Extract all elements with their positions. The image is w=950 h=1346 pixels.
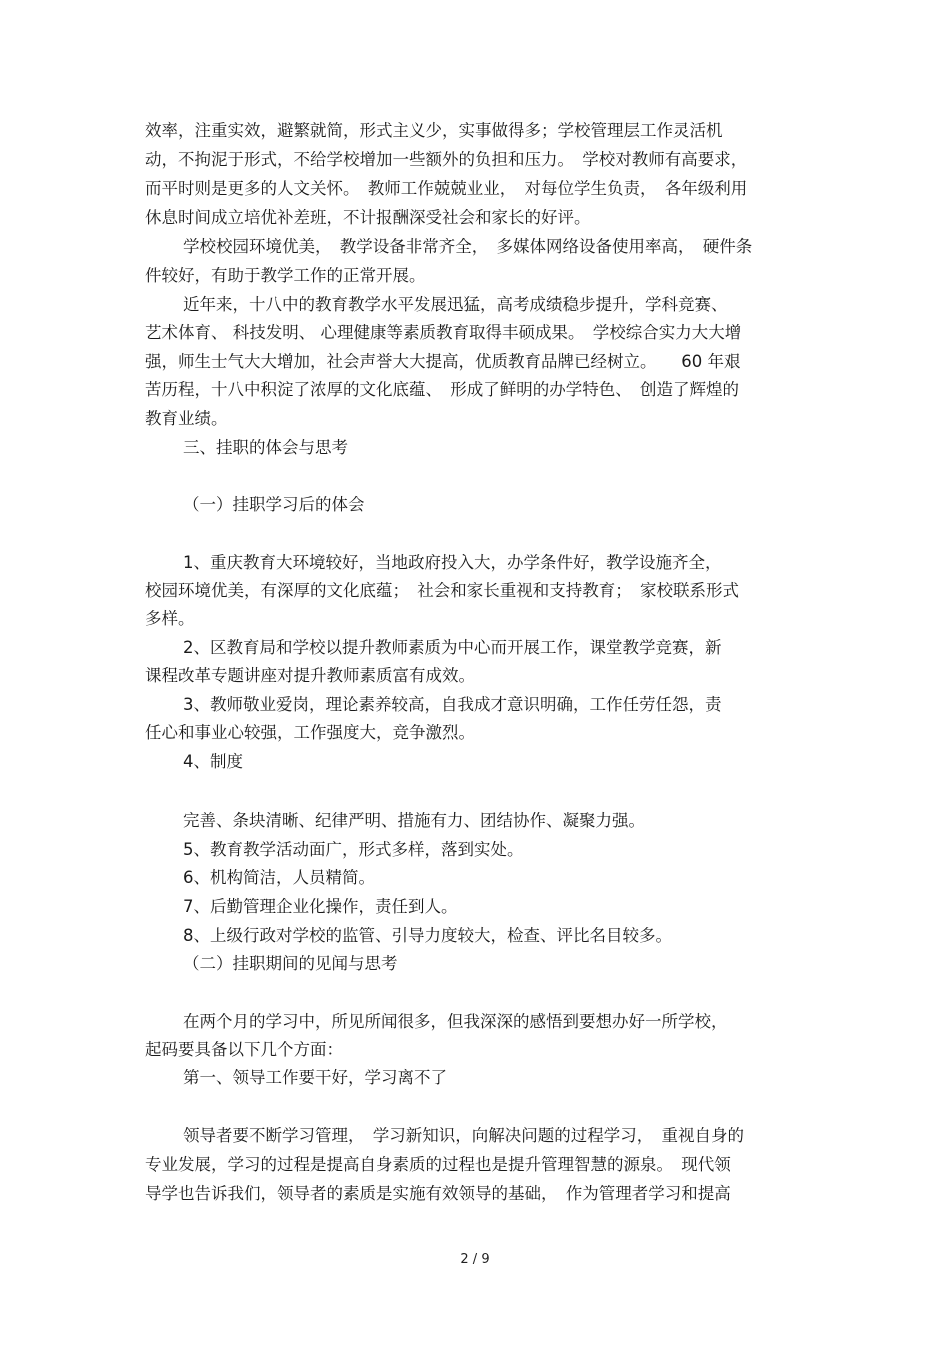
list-item-4: 4、制度 [183, 752, 243, 771]
text-line: 校园环境优美，有深厚的文化底蕴； 社会和家长重视和支持教育； 家校联系形式 [145, 581, 739, 600]
text-line: 专业发展，学习的过程是提高自身素质的过程也是提升管理智慧的源泉。 现代领 [145, 1155, 731, 1174]
text-line: 起码要具备以下几个方面： [145, 1040, 343, 1059]
point-heading: 第一、领导工作要干好，学习离不了 [183, 1068, 447, 1087]
text-line: 多样。 [145, 609, 195, 628]
text-line: 休息时间成立培优补差班，不计报酬深受社会和家长的好评。 [145, 208, 591, 227]
text-line: 而平时则是更多的人文关怀。 教师工作兢兢业业， 对每位学生负责， 各年级利用 [145, 179, 748, 198]
text-line: 强，师生士气大大增加，社会声誉大大提高，优质教育品牌已经树立。 60 年艰 [145, 352, 741, 371]
text-line: 效率，注重实效，避繁就简，形式主义少，实事做得多；学校管理层工作灵活机 [145, 121, 723, 140]
text-line: 课程改革专题讲座对提升教师素质富有成效。 [145, 666, 475, 685]
section-heading: 三、挂职的体会与思考 [183, 438, 348, 457]
text-line: 教育业绩。 [145, 409, 228, 428]
text-line: 任心和事业心较强，工作强度大，竞争激烈。 [145, 723, 475, 742]
list-item-8: 8、上级行政对学校的监管、引导力度较大，检查、评比名目较多。 [183, 926, 672, 945]
list-item-6: 6、机构简洁，人员精简。 [183, 868, 375, 887]
subsection-heading: （二）挂职期间的见闻与思考 [183, 954, 398, 973]
list-item-3: 3、教师敬业爱岗，理论素养较高，自我成才意识明确，工作任劳任怨，责 [183, 695, 722, 714]
text-line: 艺术体育、 科技发明、 心理健康等素质教育取得丰硕成果。 学校综合实力大大增 [145, 323, 742, 342]
list-item-7: 7、后勤管理企业化操作，责任到人。 [183, 897, 458, 916]
paragraph-start: 在两个月的学习中，所见所闻很多，但我深深的感悟到要想办好一所学校， [183, 1012, 728, 1031]
list-item-1: 1、重庆教育大环境较好，当地政府投入大，办学条件好，教学设施齐全， [183, 553, 722, 572]
list-item-5: 5、教育教学活动面广，形式多样，落到实处。 [183, 840, 524, 859]
text-line: 动，不拘泥于形式，不给学校增加一些额外的负担和压力。 学校对教师有高要求， [145, 150, 748, 169]
subsection-heading: （一）挂职学习后的体会 [183, 495, 365, 514]
text-line: 导学也告诉我们，领导者的素质是实施有效领导的基础， 作为管理者学习和提高 [145, 1184, 731, 1203]
text-line: 苦历程，十八中积淀了浓厚的文化底蕴、 形成了鲜明的办学特色、 创造了辉煌的 [145, 380, 739, 399]
page-number: 2 / 9 [460, 1252, 490, 1267]
list-item-2: 2、区教育局和学校以提升教师素质为中心而开展工作，课堂教学竞赛，新 [183, 638, 722, 657]
text-line: 件较好，有助于教学工作的正常开展。 [145, 266, 426, 285]
paragraph-start: 领导者要不断学习管理， 学习新知识，向解决问题的过程学习， 重视自身的 [183, 1126, 744, 1145]
text-line: 完善、条块清晰、纪律严明、措施有力、团结协作、凝聚力强。 [183, 811, 645, 830]
paragraph-start: 近年来，十八中的教育教学水平发展迅猛，高考成绩稳步提升，学科竞赛、 [183, 295, 728, 314]
paragraph-start: 学校校园环境优美， 教学设备非常齐全， 多媒体网络设备使用率高， 硬件条 [183, 237, 753, 256]
